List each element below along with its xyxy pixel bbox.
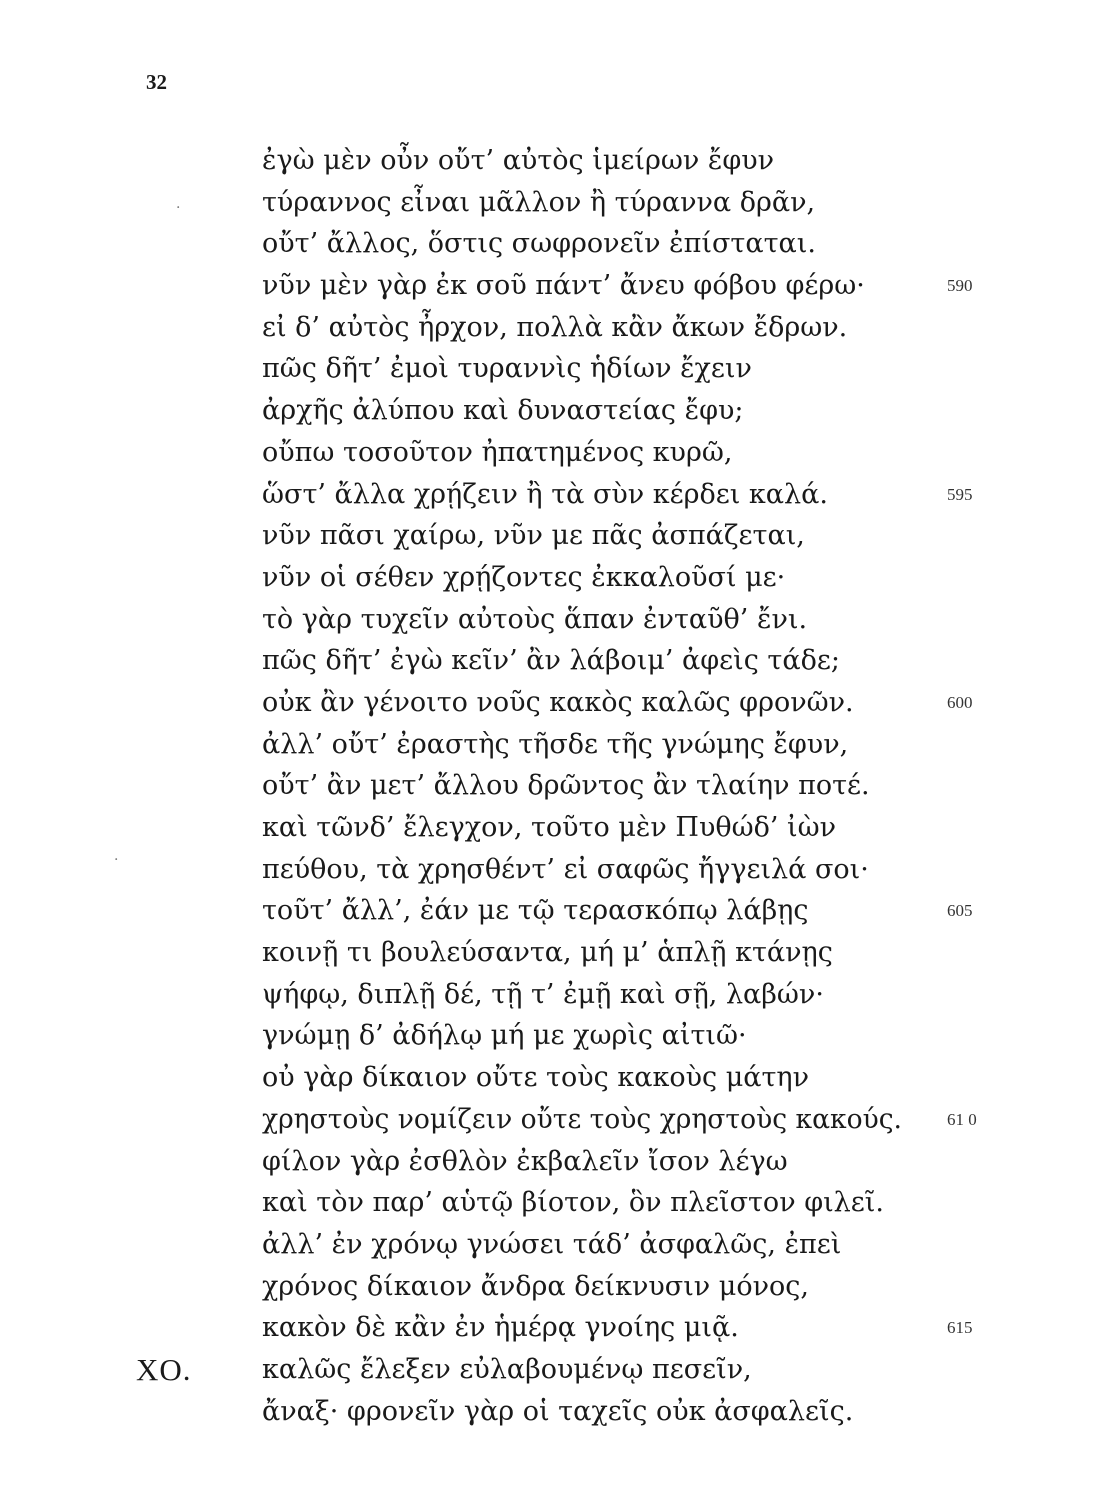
stray-mark: · xyxy=(176,200,181,216)
line-number: 595 xyxy=(947,484,973,504)
verse-text: ἀρχῆς ἀλύπου καὶ δυναστείας ἔφυ; xyxy=(262,395,744,427)
line-number: 600 xyxy=(947,692,973,712)
verse-text: χρόνος δίκαιον ἄνδρα δείκνυσιν μόνος, xyxy=(262,1270,809,1302)
verse-text: γνώμῃ δ’ ἀδήλῳ μή με χωρὶς αἰτιῶ· xyxy=(262,1020,747,1052)
verse-text: πῶς δῆτ’ ἐμοὶ τυραννὶς ἡδίων ἔχειν xyxy=(262,353,752,385)
verse-text: καὶ τῶνδ’ ἔλεγχον, τοῦτο μὲν Πυθώδ’ ἰὼν xyxy=(262,812,837,843)
verse-text: πῶς δῆτ’ ἐγὼ κεῖν’ ἂν λάβοιμ’ ἀφεὶς τάδε; xyxy=(262,645,840,677)
verse-text: οὐκ ἂν γένοιτο νοῦς κακὸς καλῶς φρονῶν. xyxy=(262,686,854,718)
verse-text: νῦν πᾶσι χαίρω, νῦν με πᾶς ἀσπάζεται, xyxy=(262,520,805,552)
verse-text: ἐγὼ μὲν οὖν οὔτ’ αὐτὸς ἱμείρων ἔφυν xyxy=(262,145,775,176)
verse-line xyxy=(262,599,942,641)
verse-line xyxy=(262,557,942,599)
verse-line xyxy=(262,807,942,849)
verse-text: κακὸν δὲ κἂν ἐν ἡμέρᾳ γνοίης μιᾷ. xyxy=(262,1312,739,1344)
verse-line xyxy=(262,307,942,349)
verse-text: τὸ γὰρ τυχεῖν αὐτοὺς ἅπαν ἐνταῦθ’ ἔνι. xyxy=(262,603,808,635)
verse-line xyxy=(262,640,942,682)
verse-text: φίλον γὰρ ἐσθλὸν ἐκβαλεῖν ἴσον λέγω xyxy=(262,1145,788,1177)
verse-line xyxy=(262,849,942,891)
verse-line xyxy=(262,1266,942,1308)
verse-line xyxy=(262,1307,973,1349)
verse-line xyxy=(262,890,973,932)
verse-text: κοινῇ τι βουλεύσαντα, μή μ’ ἁπλῇ κτάνῃς xyxy=(262,937,833,969)
verse-text: ψήφῳ, διπλῇ δέ, τῇ τ’ ἐμῇ καὶ σῇ, λαβών· xyxy=(262,978,824,1010)
verse-text: ἄναξ· φρονεῖν γὰρ οἱ ταχεῖς οὐκ ἀσφαλεῖς. xyxy=(262,1395,854,1427)
line-number: 605 xyxy=(947,901,973,921)
verse-line xyxy=(262,1182,942,1224)
line-number: 61 0 xyxy=(947,1109,977,1129)
verse-line xyxy=(262,1391,942,1433)
line-number: 590 xyxy=(947,276,973,296)
verse-text: ἀλλ’ οὔτ’ ἐραστὴς τῆσδε τῆς γνώμης ἔφυν, xyxy=(262,728,849,760)
verse-text: τοῦτ’ ἄλλ’, ἐάν με τῷ τερασκόπῳ λάβῃς xyxy=(262,895,809,927)
verse-text: οὔπω τοσοῦτον ἠπατημένος κυρῶ, xyxy=(262,436,733,468)
verse-line xyxy=(262,974,942,1016)
verse-line xyxy=(262,140,942,182)
stray-mark: · xyxy=(114,852,119,868)
verse-line xyxy=(262,1224,942,1266)
verse-line xyxy=(262,223,942,265)
verse-line xyxy=(262,1015,942,1057)
verse-text: πεύθου, τὰ χρησθέντ’ εἰ σαφῶς ἤγγειλά σοι· xyxy=(262,853,869,885)
verse-line xyxy=(262,432,942,474)
verse-text: νῦν οἱ σέθεν χρῄζοντες ἐκκαλοῦσί με· xyxy=(262,561,786,593)
verse-text: καὶ τὸν παρ’ αὑτῷ βίοτον, ὃν πλεῖστον φιλεῖ. xyxy=(262,1187,884,1219)
verse-text: οὔτ’ ἂν μετ’ ἄλλου δρῶντος ἂν τλαίην ποτέ. xyxy=(262,770,870,802)
verse-text: οὐ γὰρ δίκαιον οὔτε τοὺς κακοὺς μάτην xyxy=(262,1062,810,1094)
verse-line xyxy=(262,932,942,974)
verse-block xyxy=(136,140,977,1432)
verse-text: ὥστ’ ἄλλα χρῄζειν ἢ τὰ σὺν κέρδει καλά. xyxy=(262,478,828,510)
verse-text: τύραννος εἶναι μᾶλλον ἢ τύραννα δρᾶν, xyxy=(262,186,816,218)
verse-line xyxy=(262,1099,977,1141)
verse-text: χρηστοὺς νομίζειν οὔτε τοὺς χρηστοὺς κακούς. xyxy=(262,1103,902,1135)
page-number: 32 xyxy=(146,70,167,94)
verse-line xyxy=(262,765,942,807)
line-number: 615 xyxy=(947,1318,973,1338)
verse-line xyxy=(262,1057,942,1099)
verse-line xyxy=(262,515,942,557)
verse-text: οὔτ’ ἄλλος, ὅστις σωφρονεῖν ἐπίσταται. xyxy=(262,228,816,260)
verse-text: νῦν μὲν γὰρ ἐκ σοῦ πάντ’ ἄνευ φόβου φέρω· xyxy=(262,270,865,302)
verse-text: ἀλλ’ ἐν χρόνῳ γνώσει τάδ’ ἀσφαλῶς, ἐπεὶ xyxy=(262,1228,842,1260)
verse-text: εἰ δ’ αὐτὸς ἦρχον, πολλὰ κἂν ἄκων ἔδρων. xyxy=(262,311,848,343)
verse-line xyxy=(262,474,973,516)
verse-line xyxy=(262,724,942,766)
verse-line xyxy=(262,265,973,307)
verse-line xyxy=(262,682,973,724)
verse-line xyxy=(262,390,942,432)
verse-line xyxy=(136,1349,942,1391)
verse-text: καλῶς ἔλεξεν εὐλαβουμένῳ πεσεῖν, xyxy=(262,1353,752,1385)
verse-line xyxy=(262,348,942,390)
verse-line xyxy=(262,1141,942,1183)
speaker-label: ΧΟ. xyxy=(136,1351,192,1387)
verse-line xyxy=(262,182,942,224)
